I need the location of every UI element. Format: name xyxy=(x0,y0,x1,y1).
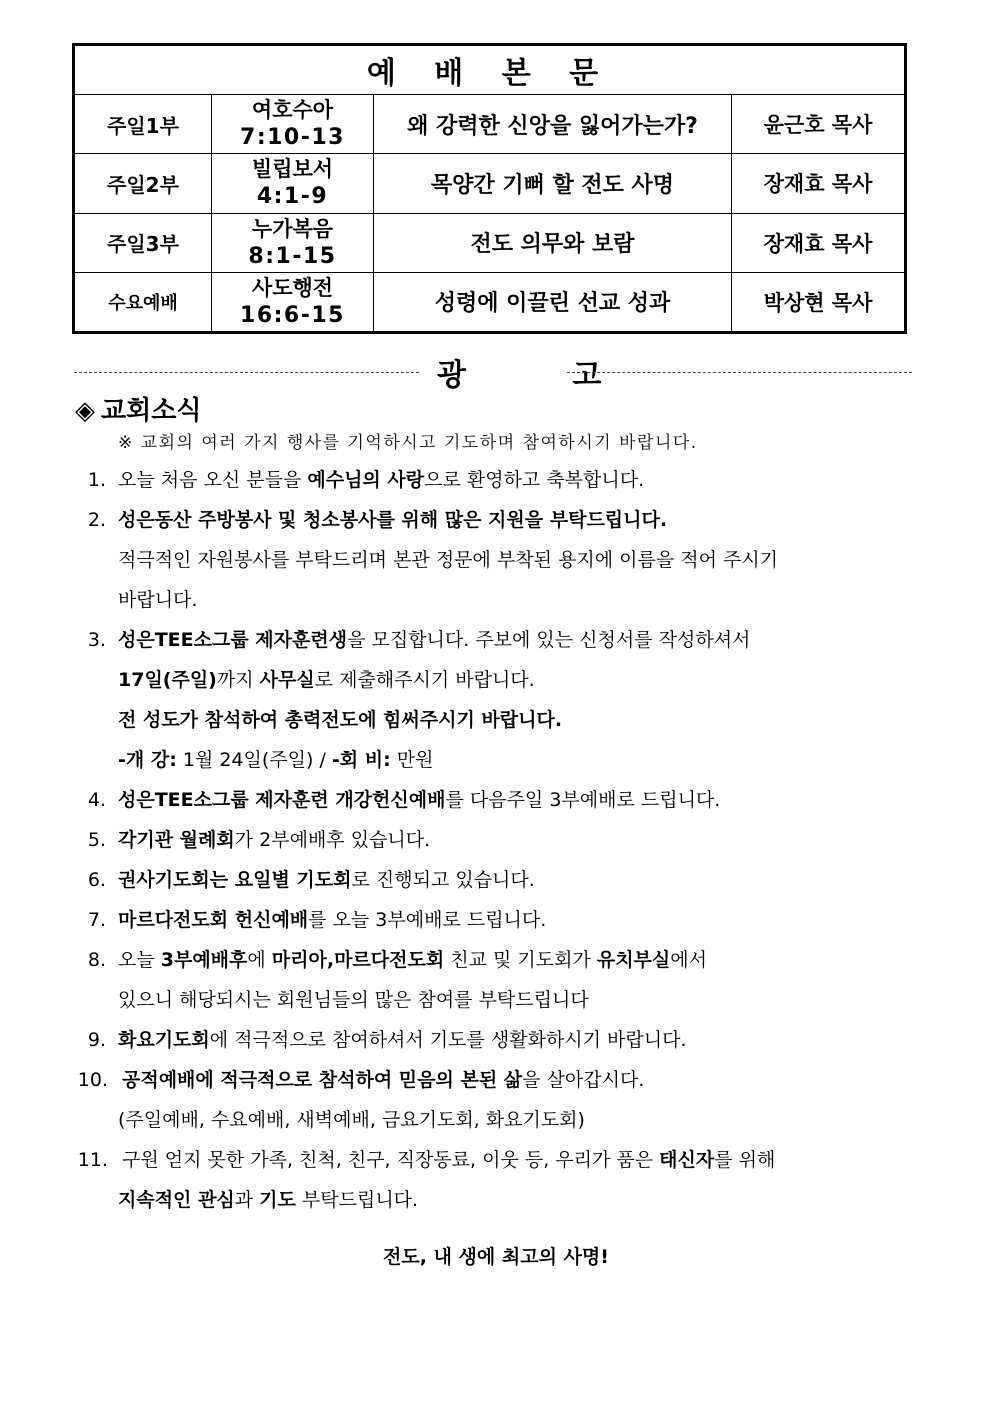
scripture-ref xyxy=(212,154,374,213)
list-item-line xyxy=(118,908,546,932)
scripture-verse: 4:1-9 xyxy=(256,184,329,210)
body-text: 오늘 처음 오신 분들을 xyxy=(118,469,308,491)
pastor-name: 장재효 목사 xyxy=(732,154,906,213)
highlight-text: 공적예배에 적극적으로 참석하여 믿음의 본된 삶 xyxy=(122,1069,523,1091)
body-text: 적극적인 자원봉사를 부탁드리며 본관 정문에 부착된 용지에 이름을 적어 주시기 xyxy=(118,549,779,571)
highlight-text: 3부예배후 xyxy=(160,949,248,971)
body-text: 바랍니다. xyxy=(118,589,198,611)
body-text: 에 xyxy=(247,949,272,971)
list-item-number: 10. xyxy=(77,1069,108,1091)
list-item-number: 4. xyxy=(87,789,106,811)
closing-slogan: 전도, 내 생에 최고의 사명! xyxy=(383,1246,609,1268)
church-news-intro: ※ 교회의 여러 가지 행사를 기억하시고 기도하며 참여하시기 바랍니다. xyxy=(118,433,698,453)
body-text: 으로 환영하고 축복합니다. xyxy=(424,469,645,491)
highlight-text: 화요기도회 xyxy=(118,1029,210,1051)
list-item-line xyxy=(118,1028,687,1052)
highlight-text: 태신자 xyxy=(659,1149,715,1171)
scripture-verse: 7:10-13 xyxy=(240,125,345,151)
sermon-title: 왜 강력한 신앙을 잃어가는가? xyxy=(374,95,732,154)
sermon-row xyxy=(74,154,906,213)
highlight-text: 기도 xyxy=(259,1189,296,1211)
sermon-title: 목양간 기뻐 할 전도 사명 xyxy=(374,154,732,213)
list-item-line xyxy=(118,668,535,692)
sermon-title: 성령에 이끌린 선교 성과 xyxy=(374,272,732,332)
body-text: 로 진행되고 있습니다. xyxy=(351,869,535,891)
list-item-number: 2. xyxy=(87,509,106,531)
list-item-line xyxy=(118,468,644,492)
scripture-ref xyxy=(212,272,374,332)
list-item-line xyxy=(118,748,433,772)
body-text: 를 위해 xyxy=(714,1149,776,1171)
body-text: 까지 xyxy=(216,669,260,691)
body-text: 에서 xyxy=(670,949,707,971)
scripture-book: 빌립보서 xyxy=(251,157,334,182)
body-text: 를 오늘 3부예배로 드립니다. xyxy=(308,909,547,931)
diamond-icon: ◈ xyxy=(75,396,95,426)
highlight-text: 각기관 월례회 xyxy=(118,829,235,851)
service-name: 수요예배 xyxy=(74,272,212,332)
service-name: 주일2부 xyxy=(74,154,212,213)
body-text: 만원 xyxy=(390,749,434,771)
list-item-number: 7. xyxy=(87,909,106,931)
body-text: 에 적극적으로 참여하셔서 기도를 생활화하시기 바랍니다. xyxy=(209,1029,687,1051)
list-item-line xyxy=(122,1148,775,1172)
sermon-row xyxy=(74,95,906,154)
ad-section-header xyxy=(72,350,912,393)
list-item-line xyxy=(118,868,535,892)
list-item-number: 3. xyxy=(87,629,106,651)
body-text: 를 다음주일 3부예배로 드립니다. xyxy=(445,789,721,811)
highlight-text: 유치부실 xyxy=(596,949,671,971)
list-item-number: 11. xyxy=(77,1149,108,1171)
body-text: 을 살아갑시다. xyxy=(522,1069,645,1091)
scripture-ref xyxy=(212,95,374,154)
body-text: 가 2부예배후 있습니다. xyxy=(234,829,431,851)
highlight-text: 마르다전도회 헌신예배 xyxy=(118,909,309,931)
church-news-title: 교회소식 xyxy=(101,396,202,426)
scripture-book: 여호수아 xyxy=(251,98,334,123)
body-text: 과 xyxy=(234,1189,260,1211)
body-text: 있으니 해당되시는 회원님들의 많은 참여를 부탁드립니다 xyxy=(118,989,589,1011)
list-item-line xyxy=(118,1188,418,1212)
sermon-table xyxy=(72,43,907,334)
list-item-number: 6. xyxy=(87,869,106,891)
pastor-name: 박상현 목사 xyxy=(732,272,906,332)
body-text: 구원 얻지 못한 가족, 친척, 친구, 직장동료, 이웃 등, 우리가 품은 xyxy=(122,1149,660,1171)
body-text: (주일예배, 수요예배, 새벽예배, 금요기도회, 화요기도회) xyxy=(118,1109,585,1131)
divider xyxy=(567,372,912,373)
list-item-number: 1. xyxy=(87,469,106,491)
scripture-verse: 16:6-15 xyxy=(240,302,345,328)
highlight-text: 지속적인 관심 xyxy=(118,1189,235,1211)
divider xyxy=(74,372,419,373)
pastor-name: 장재효 목사 xyxy=(732,213,906,272)
list-item-line xyxy=(118,948,707,972)
highlight-text: 전 성도가 참석하여 총력전도에 힘써주시기 바랍니다. xyxy=(118,709,563,731)
list-item-number: 5. xyxy=(87,829,106,851)
list-item-number: 9. xyxy=(87,1029,106,1051)
pastor-name: 윤근호 목사 xyxy=(732,95,906,154)
highlight-text: 성은동산 주방봉사 및 청소봉사를 위해 많은 지원을 부탁드립니다. xyxy=(118,509,668,531)
list-item-line xyxy=(118,628,750,652)
sermon-title: 전도 의무와 보람 xyxy=(374,213,732,272)
body-text: 친교 및 기도회가 xyxy=(444,949,597,971)
list-item-line xyxy=(118,588,197,612)
body-text: 을 모집합니다. 주보에 있는 신청서를 작성하셔서 xyxy=(347,629,751,651)
service-name: 주일1부 xyxy=(74,95,212,154)
list-item-line xyxy=(122,1068,644,1092)
highlight-text: 성은TEE소그룹 제자훈련 개강헌신예배 xyxy=(118,789,446,811)
list-item-line xyxy=(118,1108,585,1132)
ad-section-title: 광 고 xyxy=(437,358,650,393)
highlight-text: 예수님의 사랑 xyxy=(307,469,425,491)
highlight-text: -회 비: xyxy=(331,749,391,771)
sermon-row xyxy=(74,272,906,332)
church-news-heading xyxy=(75,390,201,427)
scripture-ref xyxy=(212,213,374,272)
scripture-verse: 8:1-15 xyxy=(248,243,337,269)
list-item-line xyxy=(118,788,720,812)
highlight-text: 권사기도회는 요일별 기도회 xyxy=(118,869,352,891)
service-name: 주일3부 xyxy=(74,213,212,272)
list-item-line xyxy=(118,708,562,732)
scripture-book: 누가복음 xyxy=(251,216,334,241)
highlight-text: 사무실 xyxy=(259,669,315,691)
body-text: 1월 24일(주일) / xyxy=(176,749,332,771)
highlight-text: 마리아,마르다전도회 xyxy=(271,949,445,971)
list-item-line xyxy=(118,828,430,852)
list-item-line xyxy=(118,548,778,572)
highlight-text: -개 강: xyxy=(118,749,177,771)
body-text: 오늘 xyxy=(118,949,161,971)
body-text: 로 제출해주시기 바랍니다. xyxy=(314,669,535,691)
list-item-line xyxy=(118,988,589,1012)
highlight-text: 17일(주일) xyxy=(118,669,217,691)
list-item-line xyxy=(118,508,667,532)
highlight-text: 성은TEE소그룹 제자훈련생 xyxy=(118,629,348,651)
list-item-number: 8. xyxy=(87,949,106,971)
sermon-row xyxy=(74,213,906,272)
sermon-table-title: 예 배 본 문 xyxy=(74,45,906,95)
scripture-book: 사도행전 xyxy=(251,275,334,300)
body-text: 부탁드립니다. xyxy=(295,1189,419,1211)
